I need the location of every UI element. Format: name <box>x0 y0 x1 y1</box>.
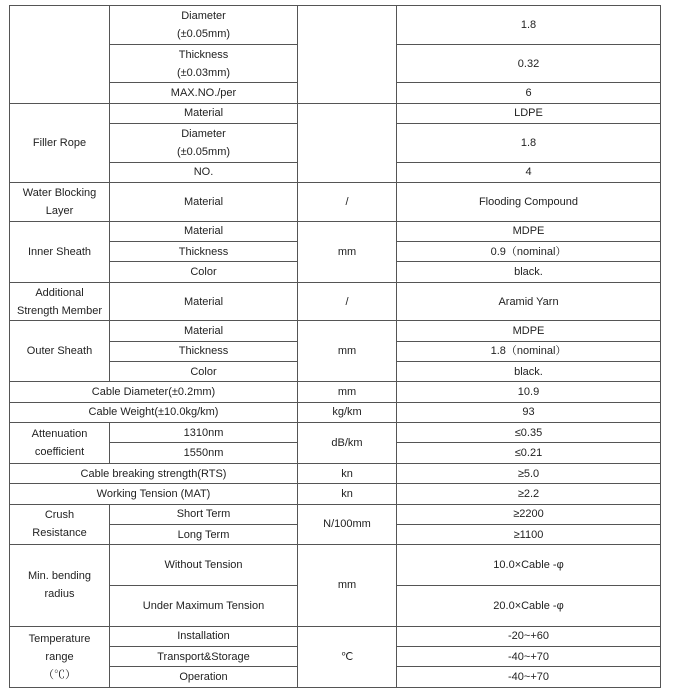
group-cell: Outer Sheath <box>10 321 110 382</box>
table-row <box>10 382 661 402</box>
param-cell: NO. <box>110 162 298 182</box>
param-cell: Color <box>110 262 298 282</box>
value-cell: Aramid Yarn <box>397 282 661 321</box>
param-cell: Cable Diameter(±0.2mm) <box>10 382 298 402</box>
value-cell: 1.8 <box>397 6 661 45</box>
param-cell: Thickness (±0.03mm) <box>110 44 298 83</box>
value-cell: 1.8 <box>397 124 661 163</box>
value-cell: -40~+70 <box>397 646 661 666</box>
param-cell: 1550nm <box>110 443 298 463</box>
unit-cell: kn <box>298 484 397 504</box>
param-cell: Material <box>110 221 298 241</box>
param-cell: Color <box>110 362 298 382</box>
unit-cell: N/100mm <box>298 504 397 545</box>
value-cell: ≥1100 <box>397 524 661 544</box>
group-cell: Additional Strength Member <box>10 282 110 321</box>
table-row <box>10 6 661 45</box>
table-row <box>10 221 661 241</box>
spec-table <box>9 5 661 688</box>
value-cell: 10.9 <box>397 382 661 402</box>
unit-cell: / <box>298 183 397 222</box>
param-cell: Short Term <box>110 504 298 524</box>
param-cell: Cable breaking strength(RTS) <box>10 463 298 483</box>
unit-cell: mm <box>298 321 397 382</box>
param-cell: Working Tension (MAT) <box>10 484 298 504</box>
unit-cell-blank <box>298 103 397 182</box>
param-cell: Diameter (±0.05mm) <box>110 124 298 163</box>
param-cell: Material <box>110 321 298 341</box>
param-cell: Under Maximum Tension <box>110 585 298 626</box>
group-cell: Min. bending radius <box>10 545 110 626</box>
param-cell: Cable Weight(±10.0kg/km) <box>10 402 298 422</box>
param-cell: Diameter (±0.05mm) <box>110 6 298 45</box>
param-cell: Thickness <box>110 341 298 361</box>
table-row <box>10 545 661 586</box>
param-cell: Material <box>110 282 298 321</box>
table-row <box>10 282 661 321</box>
value-cell: 1.8（nominal） <box>397 341 661 361</box>
param-cell: Transport&Storage <box>110 646 298 666</box>
table-row <box>10 423 661 443</box>
unit-cell: mm <box>298 382 397 402</box>
value-cell: ≥5.0 <box>397 463 661 483</box>
param-cell: Thickness <box>110 242 298 262</box>
table-row <box>10 484 661 504</box>
group-cell-blank <box>10 6 110 104</box>
param-cell: Material <box>110 183 298 222</box>
group-cell: Attenuation coefficient <box>10 423 110 464</box>
group-cell: Filler Rope <box>10 103 110 182</box>
unit-cell: kn <box>298 463 397 483</box>
value-cell: MDPE <box>397 221 661 241</box>
value-cell: 93 <box>397 402 661 422</box>
value-cell: MDPE <box>397 321 661 341</box>
param-cell: 1310nm <box>110 423 298 443</box>
group-cell: Temperature range （℃） <box>10 626 110 687</box>
value-cell: 0.32 <box>397 44 661 83</box>
unit-cell: dB/km <box>298 423 397 464</box>
value-cell: -20~+60 <box>397 626 661 646</box>
param-cell: Operation <box>110 667 298 688</box>
value-cell: ≥2.2 <box>397 484 661 504</box>
group-cell: Inner Sheath <box>10 221 110 282</box>
table-row <box>10 321 661 341</box>
table-row <box>10 103 661 123</box>
value-cell: 0.9（nominal） <box>397 242 661 262</box>
table-row <box>10 626 661 646</box>
table-row <box>10 463 661 483</box>
value-cell: ≤0.21 <box>397 443 661 463</box>
value-cell: 20.0×Cable -φ <box>397 585 661 626</box>
value-cell: 10.0×Cable -φ <box>397 545 661 586</box>
unit-cell: mm <box>298 545 397 626</box>
group-cell: Crush Resistance <box>10 504 110 545</box>
table-row <box>10 183 661 222</box>
value-cell: black. <box>397 362 661 382</box>
unit-cell-blank <box>298 6 397 104</box>
value-cell: LDPE <box>397 103 661 123</box>
table-row <box>10 402 661 422</box>
param-cell: MAX.NO./per <box>110 83 298 103</box>
value-cell: black. <box>397 262 661 282</box>
unit-cell: / <box>298 282 397 321</box>
unit-cell: kg/km <box>298 402 397 422</box>
value-cell: 4 <box>397 162 661 182</box>
group-cell: Water Blocking Layer <box>10 183 110 222</box>
param-cell: Without Tension <box>110 545 298 586</box>
table-row <box>10 504 661 524</box>
unit-cell: mm <box>298 221 397 282</box>
unit-cell: ℃ <box>298 626 397 687</box>
value-cell: ≥2200 <box>397 504 661 524</box>
value-cell: ≤0.35 <box>397 423 661 443</box>
value-cell: Flooding Compound <box>397 183 661 222</box>
param-cell: Long Term <box>110 524 298 544</box>
param-cell: Installation <box>110 626 298 646</box>
value-cell: 6 <box>397 83 661 103</box>
param-cell: Material <box>110 103 298 123</box>
value-cell: -40~+70 <box>397 667 661 688</box>
